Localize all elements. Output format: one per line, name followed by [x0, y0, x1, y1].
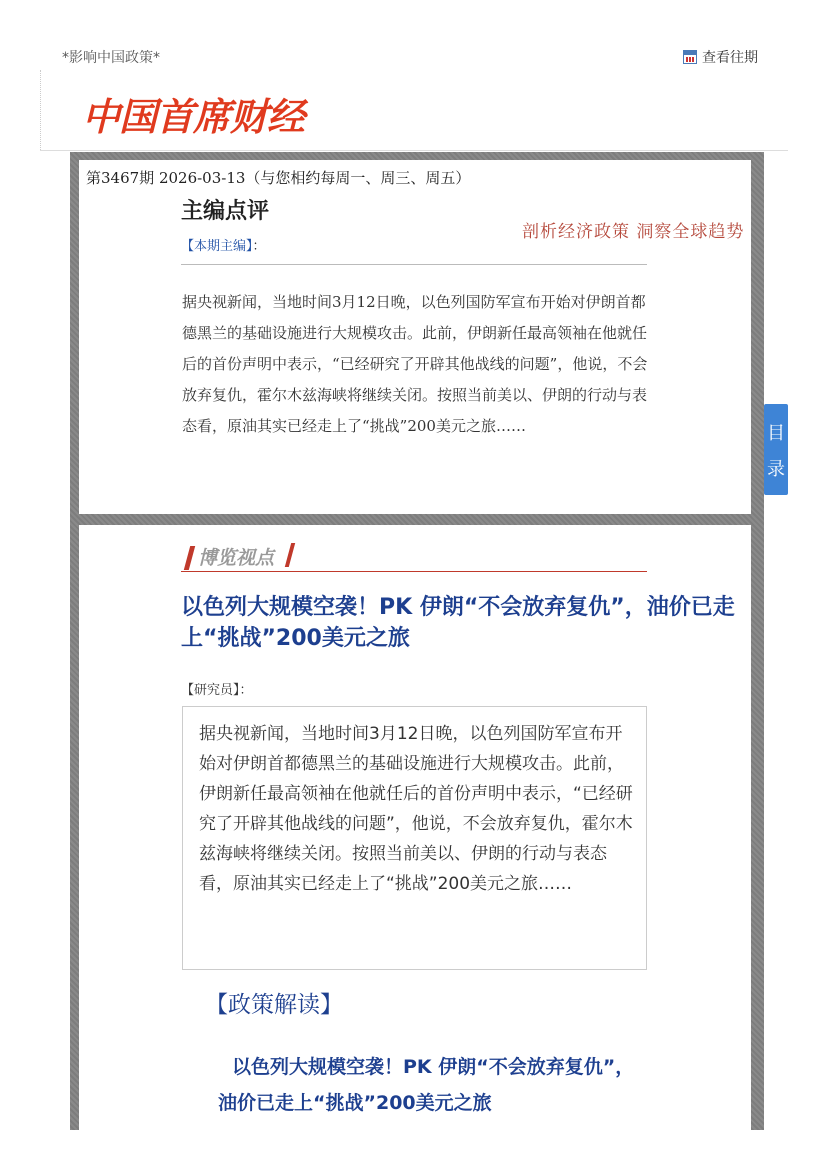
article-summary: 据央视新闻，当地时间3月12日晚，以色列国防军宣布开始对伊朗首都德黑兰的基础设施进行大规模攻击。此前，伊朗新任最高领袖在他就任后的首份声明中表示，“已经研究了开辟其他战线的问题”，他说，不会放弃复仇，霍尔木兹海峡将继续关闭。按照当前美以、伊朗的行动与表态看，原油其实已经走上了“挑战”200美元之旅……	[199, 724, 633, 894]
editor-label	[181, 235, 266, 254]
editor-comment: 据央视新闻，当地时间3月12日晚，以色列国防军宣布开始对伊朗首都德黑兰的基础设施进行大规模攻击。此前，伊朗新任最高领袖在他就任后的首份声明中表示，“已经研究了开辟其他战线的问题”，他说，不会放弃复仇，霍尔木兹海峡将继续关闭。按照当前美以、伊朗的行动与表态看，原油其实已经走上了“挑战”200美元之旅……	[182, 293, 648, 435]
policy-heading: 【政策解读】	[205, 992, 343, 1018]
logo: 中国首席财经	[82, 95, 305, 139]
editor-label-text: 【本期主编】	[181, 239, 253, 254]
toc-char-2: 录	[767, 458, 785, 480]
editor-rule	[181, 264, 647, 265]
calendar-icon	[683, 50, 697, 64]
editor-title: 主编点评	[181, 199, 270, 224]
section-heading	[181, 541, 647, 572]
toc-char-1: 目	[767, 422, 785, 444]
article-title[interactable]: 以色列大规模空袭！PK 伊朗“不会放弃复仇”，油价已走上“挑战”200美元之旅	[181, 595, 735, 651]
past-issues-link[interactable]	[683, 47, 758, 67]
section-bar-left	[184, 546, 195, 570]
issue-info: 第3467期 2026-03-13（与您相约每周一、周三、周五）	[86, 169, 471, 187]
divider	[40, 70, 41, 150]
section-bar-right	[285, 543, 295, 567]
toc-button[interactable]	[764, 404, 788, 495]
slogan: 剖析经济政策 洞察全球趋势	[522, 222, 745, 242]
header-separator	[40, 150, 788, 151]
header-tagline: *影响中国政策*	[62, 50, 160, 66]
researcher-label: 【研究员】：	[181, 683, 253, 698]
policy-title[interactable]: 以色列大规模空袭！PK 伊朗“不会放弃复仇”，油价已走上“挑战”200美元之旅	[218, 1056, 635, 1114]
past-issues-label: 查看往期	[702, 50, 758, 66]
editor-label-suffix: ：	[252, 239, 266, 254]
section-title: 博览视点	[198, 547, 275, 569]
